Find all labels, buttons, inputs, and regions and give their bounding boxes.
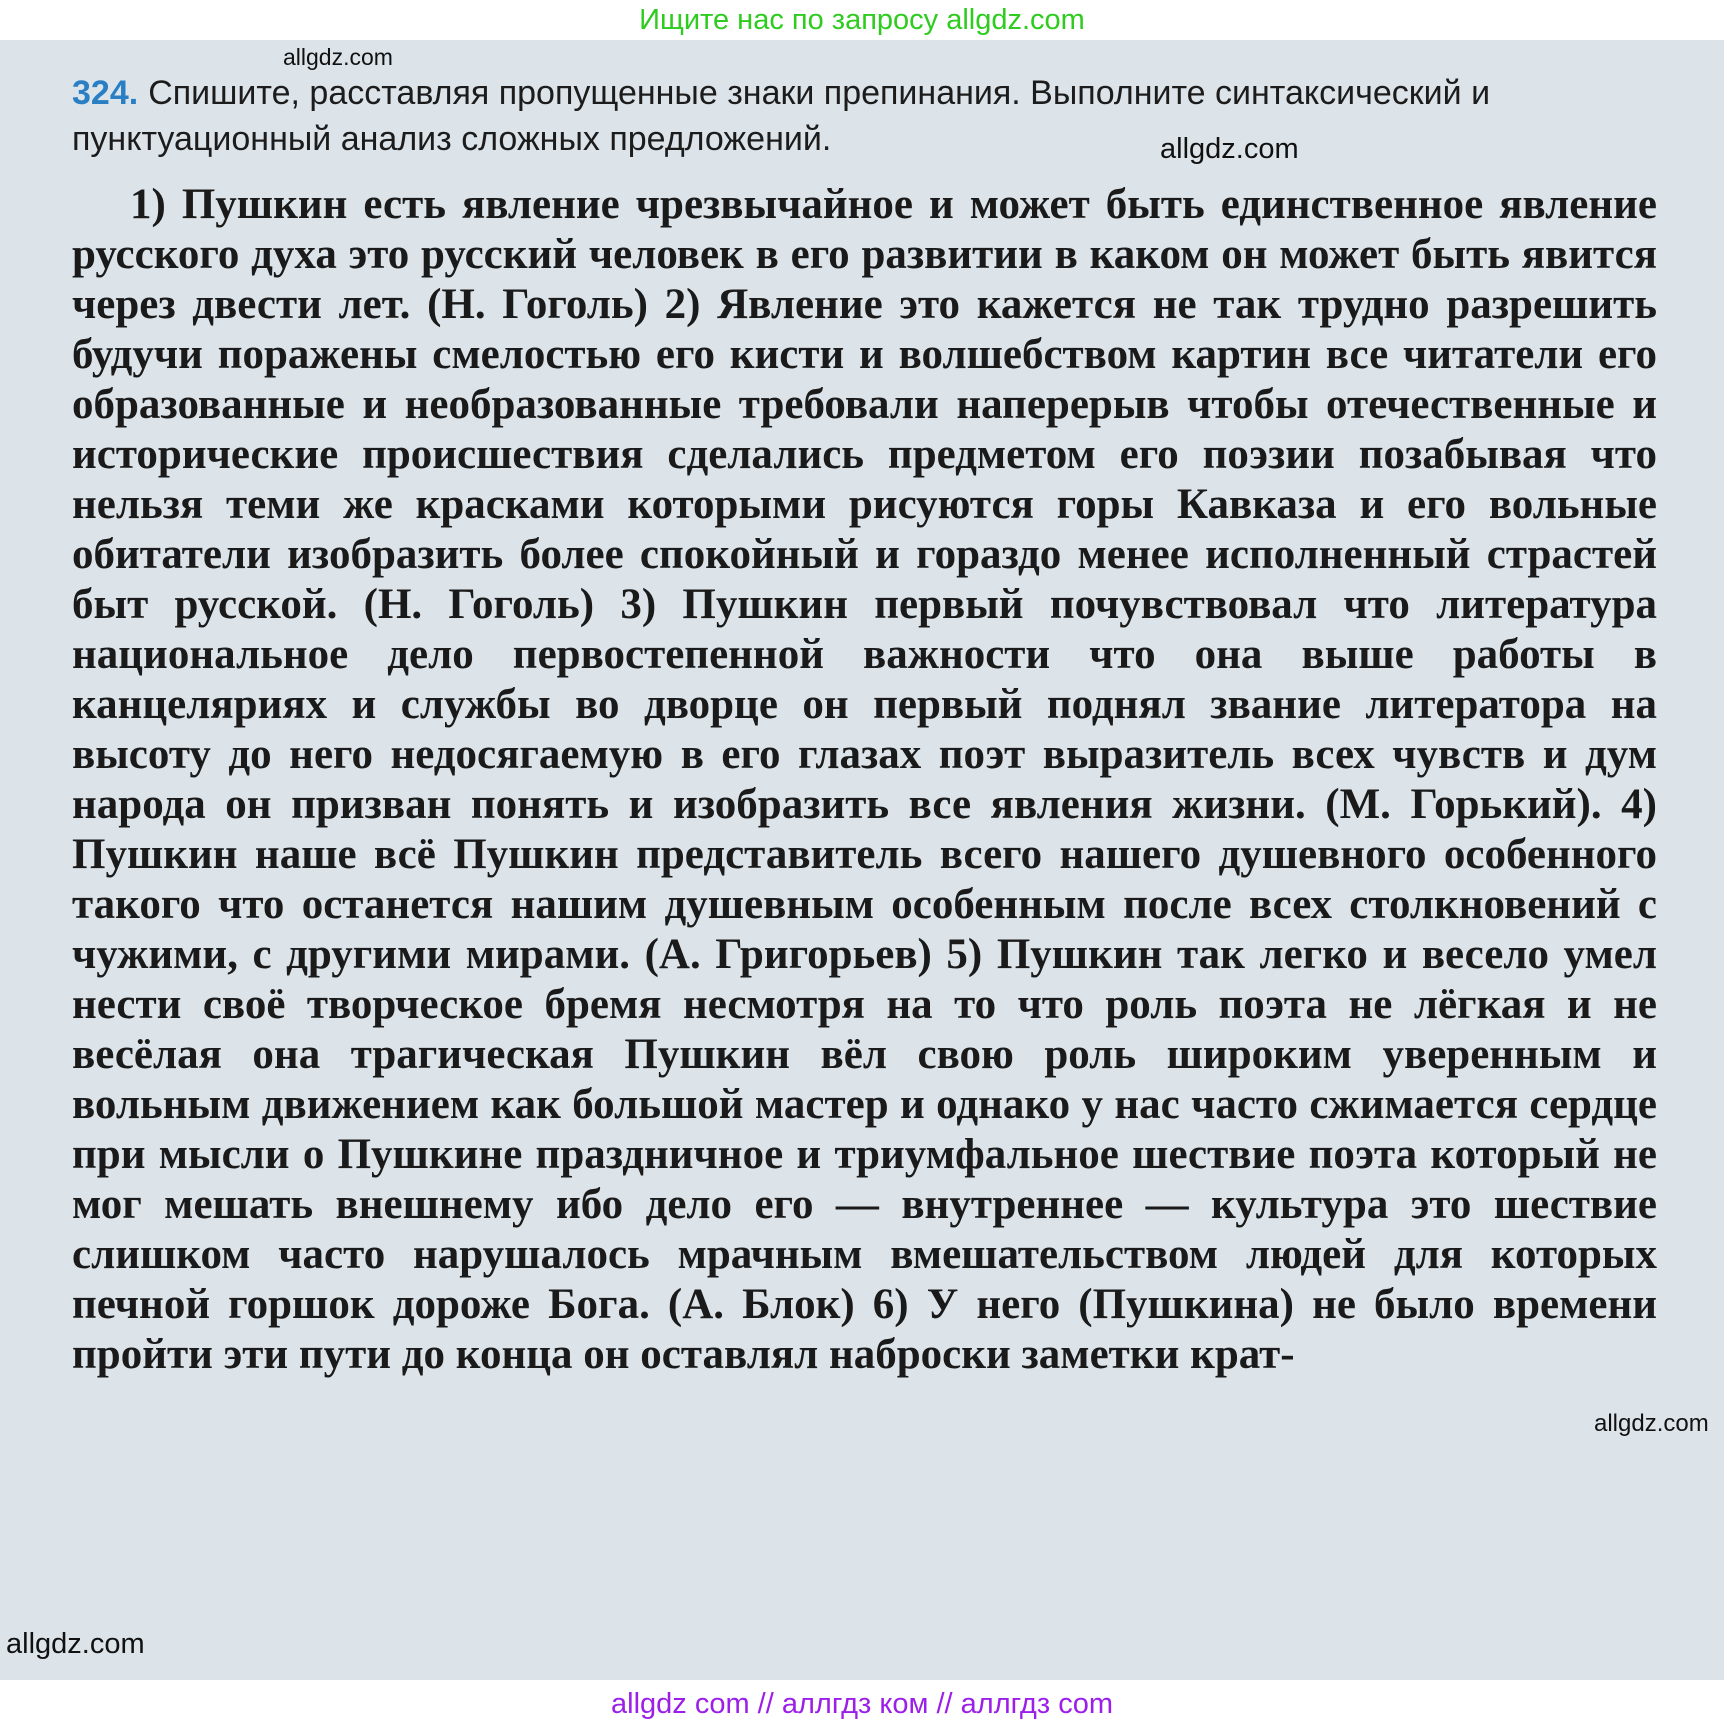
watermark: allgdz.com <box>1594 1410 1709 1437</box>
watermark: allgdz.com <box>1160 133 1299 165</box>
exercise-number: 324. <box>72 74 139 112</box>
exercise-sentences: 1) Пушкин есть явление чрезвычайное и может быть единственное явление русского духа это русский человек в его развитии в каком он может быть явится через двести лет. (Н. Гоголь) 2) Явление это кажется не так трудно разрешить будучи поражены смелостью его кисти и волшебством картин все читатели его образованные и необразованные требовали наперерыв чтобы отечественные и исторические происшествия сделались предметом его поэзии позабывая что нельзя теми же красками которыми рисуются горы Кавказа и его вольные обитатели изобразить более спокойный и гораздо менее исполненный страстей быт русской. (Н. Гоголь) 3) Пушкин первый почувствовал что литература национальное дело первостепенной важности что она выше работы в канцеляриях и службы во дворце он первый поднял звание литератора на высоту до него недосягаемую в его глазах поэт выразитель всех чувств и дум народа он призван понять и изобразить все явления жизни. (М. Горький). 4) Пушкин наше всё Пушкин представитель всего нашего душевного особенного такого что останется нашим душевным особенным после всех столкновений с чужими, с другими мирами. (А. Григорьев) 5) Пушкин так легко и весело умел нести своё творческое бремя несмотря на то что роль поэта не лёгкая и не весёлая она трагическая Пушкин вёл свою роль широким уверенным и вольным движением как большой мастер и однако у нас часто сжимается сердце при мысли о Пушкине праздничное и триумфальное шествие поэта который не мог мешать внешнему ибо дело его — внутреннее — культура это шествие слишком часто нарушалось мрачным вмешательством людей для которых печной горшок дороже Бога. (А. Блок) 6) У него (Пушкина) не было времени пройти эти пути до конца он оставлял наброски заметки крат- <box>72 181 1657 1378</box>
top-banner: Ищите нас по запросу allgdz.com <box>639 4 1085 36</box>
exercise-instruction: Спишите, расставляя пропущенные знаки препинания. Выполните синтаксический и пунктуационный анализ сложных предложений. <box>72 74 1491 158</box>
exercise-header <box>72 70 1662 162</box>
bottom-banner: allgdz com // аллгдз ком // аллгдз com <box>611 1688 1113 1720</box>
watermark: allgdz.com <box>283 44 393 70</box>
watermark: allgdz.com <box>6 1628 145 1660</box>
exercise-text <box>72 180 1657 1380</box>
